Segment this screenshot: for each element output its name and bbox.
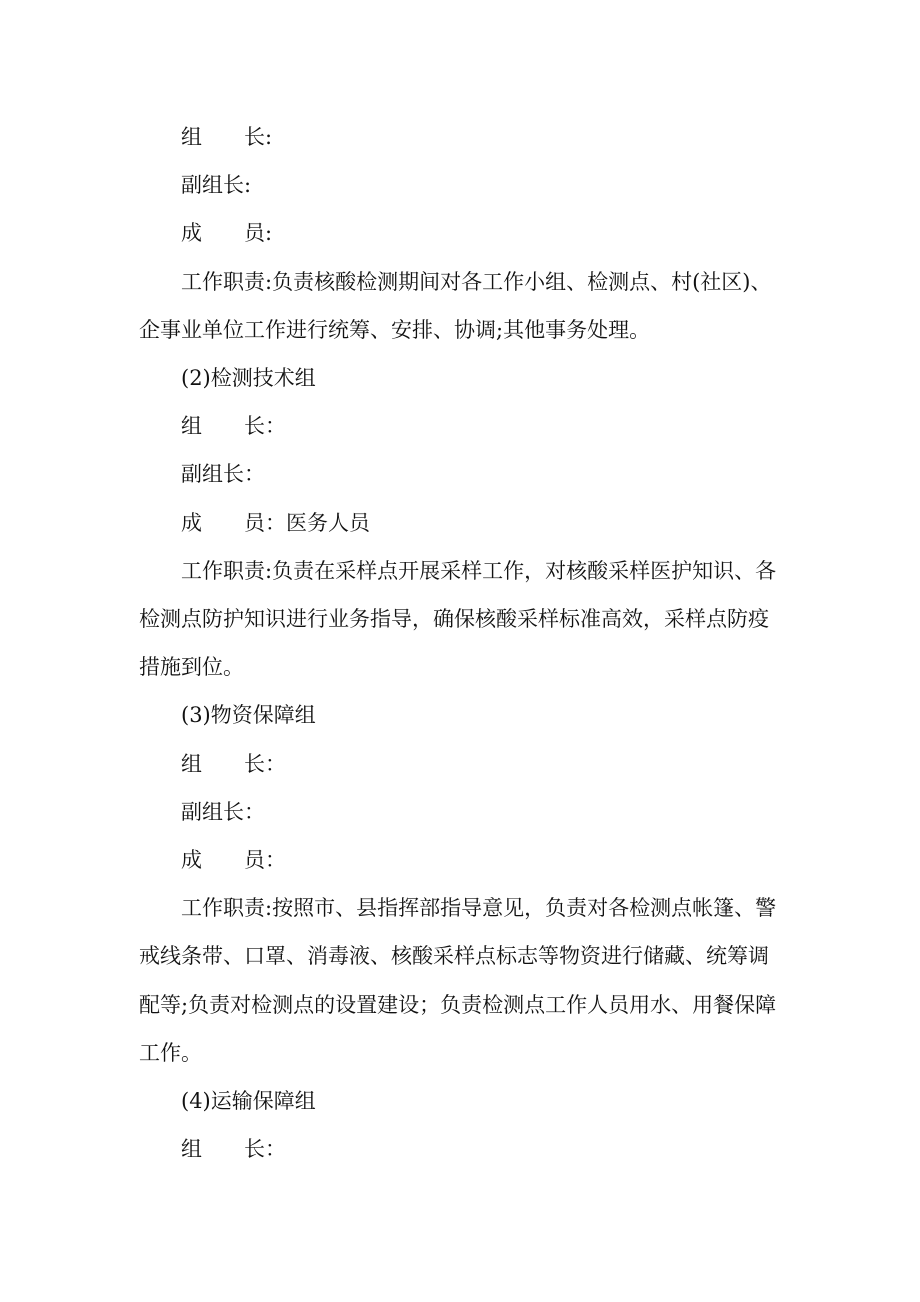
- section-heading-transport: (4)运输保障组: [181, 1089, 316, 1114]
- section-heading-testing-tech: (2)检测技术组: [181, 366, 316, 391]
- section-heading-supplies: (3)物资保障组: [181, 703, 316, 728]
- deputy-leader-line: 副组长:: [181, 173, 252, 198]
- members-line: 成 员:: [181, 221, 273, 246]
- duty-paragraph: 工作职责:负责在采样点开展采样工作，对核酸采样医护知识、各检测点防护知识进行业务指导，确保核酸采样标准高效，采样点防疫措施到位。: [139, 558, 777, 680]
- deputy-leader-line: 副组长：: [181, 462, 265, 487]
- deputy-leader-line: 副组长：: [181, 799, 265, 824]
- group-leader-line: 组 长：: [181, 751, 286, 776]
- duty-paragraph: 工作职责:负责核酸检测期间对各工作小组、检测点、村(社区)、企事业单位工作进行统筹、安排、协调;其他事务处理。: [139, 269, 772, 342]
- members-line: 成 员：: [181, 848, 286, 873]
- group-leader-line: 组 长:: [181, 125, 273, 149]
- group-leader-line: 组 长：: [181, 1137, 286, 1162]
- document-body: [139, 113, 779, 1173]
- members-line: 成 员：医务人员: [181, 510, 370, 535]
- group-leader-line: 组 长：: [181, 414, 286, 439]
- duty-paragraph: 工作职责:按照市、县指挥部指导意见，负责对各检测点帐篷、警戒线条带、口罩、消毒液、核酸采样点标志等物资进行储藏、统筹调配等;负责对检测点的设置建设；负责检测点工作人员用水、用餐保障工作。: [139, 896, 777, 1065]
